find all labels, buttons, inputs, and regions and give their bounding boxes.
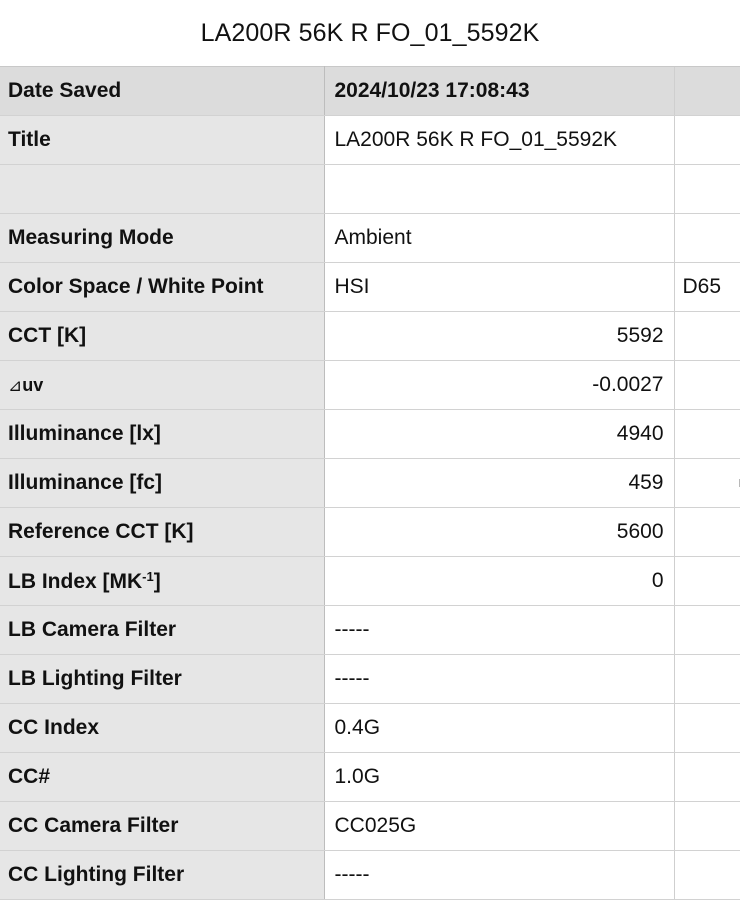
row-value: CC025G: [324, 802, 674, 851]
table-row-cct: [0, 312, 740, 361]
row-value: -----: [324, 851, 674, 900]
document-title: LA200R 56K R FO_01_5592K: [200, 19, 540, 47]
row-label: Reference CCT [K]: [0, 508, 324, 557]
row-extra: [674, 410, 740, 459]
table-row-lb-lighting-filter: [0, 655, 740, 704]
table-row-cc-camera-filter: [0, 802, 740, 851]
table-row-color-space: [0, 263, 740, 312]
row-extra: [674, 459, 740, 508]
row-extra: [674, 655, 740, 704]
row-label: CC Index: [0, 704, 324, 753]
table-row-cc-index: [0, 704, 740, 753]
lb-unit-superscript: -1: [142, 568, 154, 584]
row-value: 1.0G: [324, 753, 674, 802]
row-extra: [674, 116, 740, 165]
row-extra: [674, 214, 740, 263]
row-label: Illuminance [fc]: [0, 459, 324, 508]
row-label: Date Saved: [0, 67, 324, 116]
row-value: 0.4G: [324, 704, 674, 753]
row-label: CCT [K]: [0, 312, 324, 361]
row-label: CC Camera Filter: [0, 802, 324, 851]
row-extra: [674, 802, 740, 851]
table-row-measuring-mode: [0, 214, 740, 263]
table-row-cc-number: [0, 753, 740, 802]
lb-index-label: LB Index [MK: [8, 569, 143, 593]
table-row-duv: [0, 361, 740, 410]
table-row-illuminance-fc: [0, 459, 740, 508]
table-row-lb-index: [0, 557, 740, 606]
row-value: [324, 165, 674, 214]
row-value: -----: [324, 606, 674, 655]
row-extra: [674, 508, 740, 557]
duv-label: uv: [22, 375, 44, 395]
row-extra: [674, 557, 740, 606]
row-extra: [674, 361, 740, 410]
table-row-reference-cct: [0, 508, 740, 557]
row-label: [0, 557, 324, 606]
table-row-lb-camera-filter: [0, 606, 740, 655]
row-extra: [674, 851, 740, 900]
table-row-empty: [0, 165, 740, 214]
row-extra: [674, 67, 740, 116]
row-extra: [674, 704, 740, 753]
delta-symbol: ⊿: [8, 376, 23, 395]
row-value: 0: [324, 557, 674, 606]
row-extra: [674, 312, 740, 361]
row-value: 4940: [324, 410, 674, 459]
row-value: HSI: [324, 263, 674, 312]
row-label: LB Camera Filter: [0, 606, 324, 655]
row-label: Illuminance [lx]: [0, 410, 324, 459]
row-value: 5592: [324, 312, 674, 361]
row-label: Measuring Mode: [0, 214, 324, 263]
row-extra: [674, 165, 740, 214]
row-value: LA200R 56K R FO_01_5592K: [324, 116, 674, 165]
row-label: LB Lighting Filter: [0, 655, 324, 704]
row-value: 459: [324, 459, 674, 508]
measurement-table: [0, 66, 740, 900]
table-row-title: [0, 116, 740, 165]
lb-unit-close: ]: [153, 569, 161, 593]
row-value: 5600: [324, 508, 674, 557]
row-label: [0, 361, 324, 410]
row-value: Ambient: [324, 214, 674, 263]
row-label: CC Lighting Filter: [0, 851, 324, 900]
row-label: Title: [0, 116, 324, 165]
row-extra: [674, 606, 740, 655]
row-label: Color Space / White Point: [0, 263, 324, 312]
table-row-illuminance-lx: [0, 410, 740, 459]
row-label: [0, 165, 324, 214]
row-label: CC#: [0, 753, 324, 802]
row-value: -0.0027: [324, 361, 674, 410]
table-row-cc-lighting-filter: [0, 851, 740, 900]
white-point-value: D65: [674, 263, 740, 312]
row-extra: [674, 753, 740, 802]
table-row-date-saved: [0, 67, 740, 116]
row-value: 2024/10/23 17:08:43: [324, 67, 674, 116]
row-value: -----: [324, 655, 674, 704]
